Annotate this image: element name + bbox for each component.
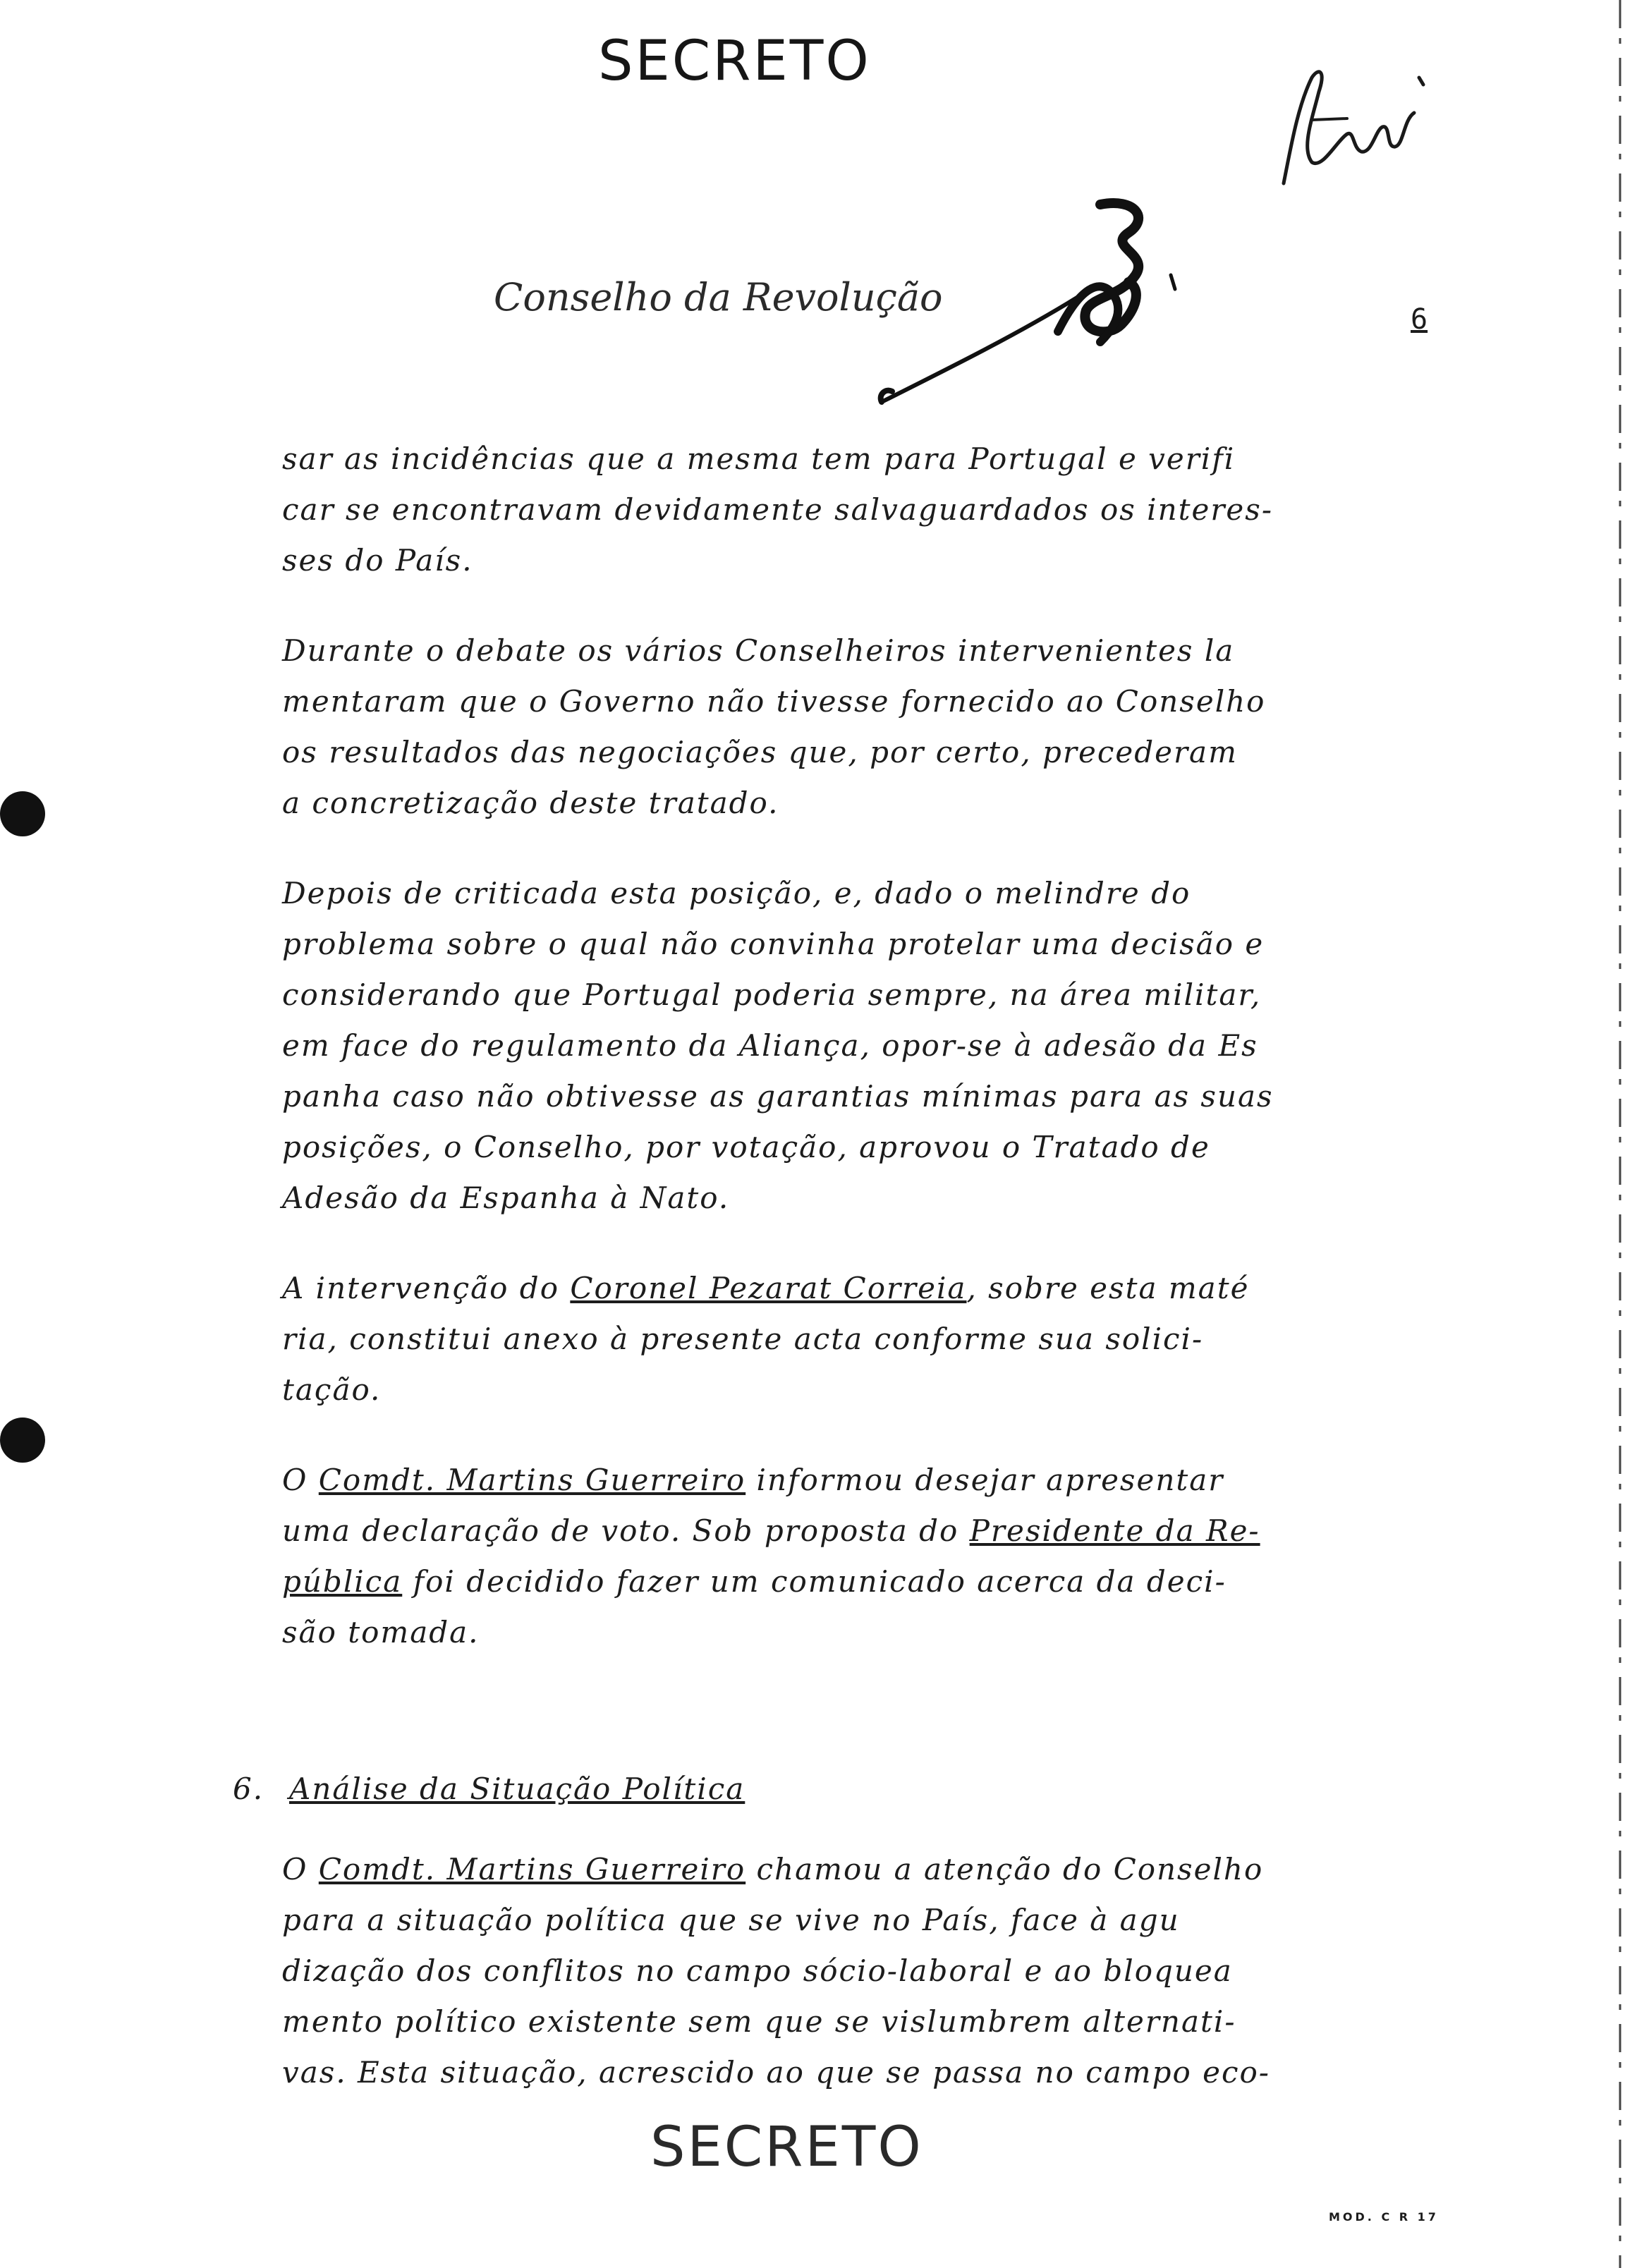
person-name: Coronel Pezarat Correia: [570, 1271, 967, 1305]
scan-edge-mark: [1618, 0, 1622, 2268]
section-title: Análise da Situação Política: [289, 1772, 745, 1806]
text-line: a concretização deste tratado.: [282, 786, 779, 820]
paragraph: [282, 626, 1432, 829]
text-line: [282, 1455, 1432, 1506]
person-name: pública: [282, 1564, 403, 1599]
line-text: O: [282, 1463, 319, 1497]
text-line: tação.: [282, 1372, 382, 1407]
line-text: O: [282, 1852, 319, 1886]
text-line: Durante o debate os vários Conselheiros intervenientes la: [282, 633, 1235, 668]
text-line: mentaram que o Governo não tivesse fornecido ao Conselho: [282, 684, 1266, 719]
signature-scribble: [868, 190, 1206, 416]
section-number: 6.: [233, 1772, 264, 1806]
line-text: A intervenção do: [282, 1271, 571, 1305]
text-line: mento político existente sem que se vislumbrem alternati-: [282, 2004, 1236, 2039]
person-name: Presidente da Re-: [969, 1513, 1260, 1548]
line-text: foi decidido fazer um comunicado acerca da deci-: [402, 1564, 1227, 1599]
page-number: 6: [1411, 303, 1428, 336]
classification-footer: SECRETO: [650, 2116, 923, 2179]
line-text: informou desejar apresentar: [745, 1463, 1224, 1497]
text-line: vas. Esta situação, acrescido ao que se passa no campo eco-: [282, 2055, 1270, 2090]
paragraph: [282, 1455, 1432, 1658]
text-line: sar as incidências que a mesma tem para Portugal e verifi: [282, 441, 1236, 476]
form-code: MOD. C R 17: [1329, 2210, 1439, 2224]
text-line: para a situação política que se vive no País, face à agu: [282, 1903, 1180, 1937]
line-text: chamou a atenção do Conselho: [745, 1852, 1264, 1886]
document-body: [233, 434, 1432, 2138]
punch-hole: [0, 1418, 45, 1463]
paragraph: [282, 434, 1432, 586]
person-name: Comdt. Martins Guerreiro: [318, 1463, 746, 1497]
text-line: car se encontravam devidamente salvaguardados os interes-: [282, 492, 1274, 527]
text-line: ses do País.: [282, 543, 473, 578]
handwritten-initials: [1270, 63, 1439, 205]
text-line: [282, 1506, 1432, 1556]
text-line: Adesão da Espanha à Nato.: [282, 1181, 730, 1215]
section-heading: [233, 1764, 1382, 1815]
punch-hole: [0, 791, 45, 836]
classification-header: SECRETO: [598, 30, 871, 93]
paragraph: [282, 1844, 1432, 2098]
text-line: [282, 1263, 1432, 1314]
text-line: panha caso não obtivesse as garantias mínimas para as suas: [282, 1079, 1274, 1114]
text-line: dização dos conflitos no campo sócio-laboral e ao bloquea: [282, 1953, 1233, 1988]
text-line: em face do regulamento da Aliança, opor-se à adesão da Es: [282, 1028, 1258, 1063]
text-line: considerando que Portugal poderia sempre, na área militar,: [282, 977, 1262, 1012]
line-text: uma declaração de voto. Sob proposta do: [282, 1513, 970, 1548]
text-line: problema sobre o qual não convinha protelar uma decisão e: [282, 927, 1265, 961]
text-line: Depois de criticada esta posição, e, dado o melindre do: [282, 876, 1191, 910]
paragraph: [282, 1263, 1432, 1415]
line-text: , sobre esta maté: [966, 1271, 1250, 1305]
text-line: [282, 1844, 1432, 1895]
council-letterhead: Conselho da Revolução: [494, 275, 943, 319]
text-line: posições, o Conselho, por votação, aprovou o Tratado de: [282, 1130, 1210, 1164]
text-line: [282, 1556, 1432, 1607]
person-name: Comdt. Martins Guerreiro: [318, 1852, 746, 1886]
text-line: são tomada.: [282, 1615, 480, 1650]
paragraph: [282, 868, 1432, 1224]
text-line: os resultados das negociações que, por certo, precederam: [282, 735, 1238, 769]
text-line: ria, constitui anexo à presente acta conforme sua solici-: [282, 1322, 1204, 1356]
